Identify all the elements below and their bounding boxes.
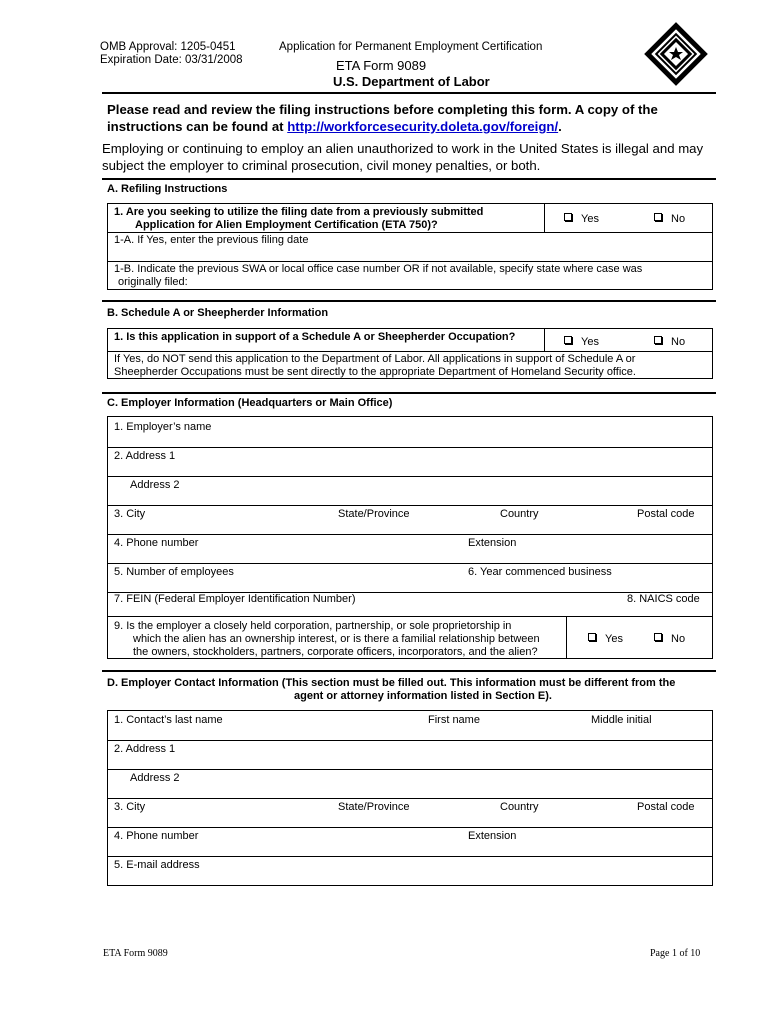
number-of-employees-field[interactable]: 5. Number of employees — [114, 566, 234, 578]
form-name: ETA Form 9089 — [336, 58, 427, 73]
previous-filing-date-field[interactable]: 1-A. If Yes, enter the previous filing date — [114, 234, 309, 246]
section-c-title: C. Employer Information (Headquarters or Main Office) — [107, 397, 393, 409]
ownership-question-cont2: the owners, stockholders, partners, corporate officers, incorporators, and the alien? — [133, 646, 538, 658]
warning-text: Employing or continuing to employ an alien unauthorized to work in the United States is illegal and may subject the employer to criminal prosecution, civil money penalties, or both. — [102, 141, 704, 173]
employer-phone-field[interactable]: 4. Phone number — [114, 537, 199, 549]
section-d-rule — [102, 670, 716, 672]
section-b-title: B. Schedule A or Sheepherder Information — [107, 307, 329, 319]
contact-address2-field[interactable]: Address 2 — [130, 772, 180, 784]
section-a-title: A. Refiling Instructions — [107, 183, 228, 195]
contact-last-name-field[interactable]: 1. Contact’s last name — [114, 714, 223, 726]
schedule-a-question: 1. Is this application in support of a Schedule A or Sheepherder Occupation? — [114, 331, 516, 343]
employer-postal-field[interactable]: Postal code — [637, 508, 695, 520]
contact-phone-field[interactable]: 4. Phone number — [114, 830, 199, 842]
year-commenced-field[interactable]: 6. Year commenced business — [468, 566, 612, 578]
section-d-box — [107, 710, 713, 886]
application-title: Application for Permanent Employment Certification — [279, 41, 543, 53]
fein-field[interactable]: 7. FEIN (Federal Employer Identification Number) — [114, 593, 356, 605]
schedule-a-no-checkbox[interactable]: No — [654, 336, 685, 349]
employer-city-field[interactable]: 3. City — [114, 508, 146, 520]
contact-middle-initial-field[interactable]: Middle initial — [591, 714, 652, 726]
employer-state-field[interactable]: State/Province — [338, 508, 410, 520]
contact-postal-field[interactable]: Postal code — [637, 801, 695, 813]
refiling-question: 1. Are you seeking to utilize the filing date from a previously submitted — [114, 206, 484, 218]
header-rule — [102, 92, 716, 94]
ownership-yes-checkbox[interactable]: Yes — [588, 633, 623, 646]
refiling-question-cont: Application for Alien Employment Certification (ETA 750)? — [135, 219, 438, 231]
contact-extension-field[interactable]: Extension — [468, 830, 517, 842]
contact-first-name-field[interactable]: First name — [428, 714, 480, 726]
section-a-rule — [102, 178, 716, 180]
section-a-box — [107, 203, 713, 290]
ownership-no-checkbox[interactable]: No — [654, 633, 685, 646]
department-name: U.S. Department of Labor — [333, 74, 490, 89]
refiling-yes-checkbox[interactable]: Yes — [564, 213, 599, 226]
expiration-date: Expiration Date: 03/31/2008 — [100, 54, 243, 66]
dol-seal-icon — [644, 22, 708, 86]
schedule-a-note-cont: Sheepherder Occupations must be sent directly to the appropriate Department of Homeland Security office. — [114, 366, 636, 378]
footer-form-name: ETA Form 9089 — [103, 948, 168, 959]
schedule-a-yes-checkbox[interactable]: Yes — [564, 336, 599, 349]
instructions-link[interactable]: http://workforcesecurity.doleta.gov/foreign/ — [287, 119, 559, 134]
employer-address1-field[interactable]: 2. Address 1 — [114, 450, 176, 462]
employer-extension-field[interactable]: Extension — [468, 537, 517, 549]
previous-case-number-field[interactable]: 1-B. Indicate the previous SWA or local office case number OR if not available, specify state where case was — [114, 263, 643, 275]
schedule-a-note: If Yes, do NOT send this application to the Department of Labor. All applications in support of Schedule A or — [114, 353, 636, 365]
employer-country-field[interactable]: Country — [500, 508, 539, 520]
ownership-question-cont: which the alien has an ownership interest, or is there a familial relationship between — [133, 633, 540, 645]
filing-instructions: Please read and review the filing instructions before completing this form. A copy of the instructions can be found at http://workforcesecurity.doleta.gov/foreign/. — [107, 102, 658, 134]
previous-case-number-cont: originally filed: — [118, 276, 188, 288]
employer-address2-field[interactable]: Address 2 — [130, 479, 180, 491]
employer-name-field[interactable]: 1. Employer’s name — [114, 421, 212, 433]
omb-approval: OMB Approval: 1205-0451 — [100, 41, 236, 53]
footer-page-number: Page 1 of 10 — [650, 948, 701, 959]
naics-code-field[interactable]: 8. NAICS code — [627, 593, 700, 605]
section-d-title-cont: agent or attorney information listed in Section E). — [294, 690, 552, 702]
ownership-question: 9. Is the employer a closely held corporation, partnership, or sole proprietorship in — [114, 620, 512, 632]
contact-country-field[interactable]: Country — [500, 801, 539, 813]
section-d-title: D. Employer Contact Information (This section must be filled out. This information must be different from the — [107, 677, 676, 689]
contact-address1-field[interactable]: 2. Address 1 — [114, 743, 176, 755]
contact-email-field[interactable]: 5. E-mail address — [114, 859, 200, 871]
section-b-rule — [102, 300, 716, 302]
section-b-box — [107, 328, 713, 379]
contact-city-field[interactable]: 3. City — [114, 801, 146, 813]
contact-state-field[interactable]: State/Province — [338, 801, 410, 813]
refiling-no-checkbox[interactable]: No — [654, 213, 685, 226]
section-c-box — [107, 416, 713, 659]
section-c-rule — [102, 392, 716, 394]
